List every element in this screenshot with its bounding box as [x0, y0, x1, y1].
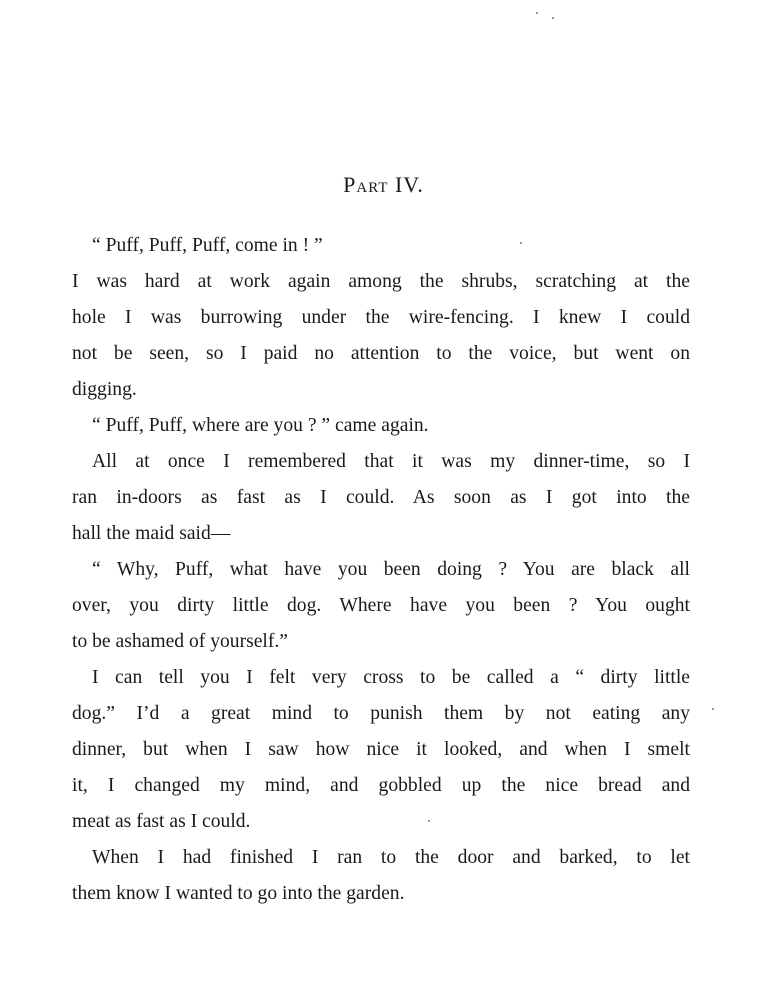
body-text [72, 228, 690, 912]
text-line: meat as fast as I could. [72, 811, 251, 832]
text-line: When I had finished I ran to the door and barked, to let [92, 847, 690, 868]
print-speck [712, 708, 714, 710]
paragraph-4 [72, 444, 690, 552]
text-line: dinner, but when I saw how nice it looked, and when I smelt [72, 739, 690, 760]
print-speck [428, 820, 430, 822]
chapter-part-word: Part [343, 172, 389, 197]
text-line: it, I changed my mind, and gobbled up the nice bread and [72, 775, 690, 796]
text-line: to be ashamed of yourself.” [72, 631, 289, 652]
text-line: “ Puff, Puff, where are you ? ” came again. [92, 415, 429, 436]
chapter-heading [0, 172, 767, 198]
text-line: I was hard at work again among the shrubs, scratching at the [72, 271, 690, 292]
text-line: hall the maid said— [72, 523, 231, 544]
text-line: them know I wanted to go into the garden. [72, 883, 405, 904]
text-line: over, you dirty little dog. Where have you been ? You ought [72, 595, 690, 616]
text-line: ran in-doors as fast as I could. As soon as I got into the [72, 487, 690, 508]
paragraph-7 [72, 840, 690, 912]
paragraph-5 [72, 552, 690, 660]
print-speck [520, 242, 522, 244]
text-line: All at once I remembered that it was my dinner-time, so I [92, 451, 690, 472]
text-line: “ Why, Puff, what have you been doing ? You are black all [92, 559, 690, 580]
text-line: digging. [72, 379, 137, 400]
text-line: I can tell you I felt very cross to be called a “ dirty little [92, 667, 690, 688]
text-line: “ Puff, Puff, Puff, come in ! ” [92, 235, 323, 256]
print-speck [536, 12, 538, 14]
paragraph-3 [72, 408, 690, 444]
text-line: dog.” I’d a great mind to punish them by not eating any [72, 703, 690, 724]
paragraph-6 [72, 660, 690, 840]
paragraph-2 [72, 264, 690, 408]
text-line: not be seen, so I paid no attention to the voice, but went on [72, 343, 690, 364]
text-line: hole I was burrowing under the wire-fencing. I knew I could [72, 307, 690, 328]
print-speck [552, 17, 554, 19]
chapter-part-number: IV. [394, 172, 424, 197]
paragraph-1 [72, 228, 690, 264]
